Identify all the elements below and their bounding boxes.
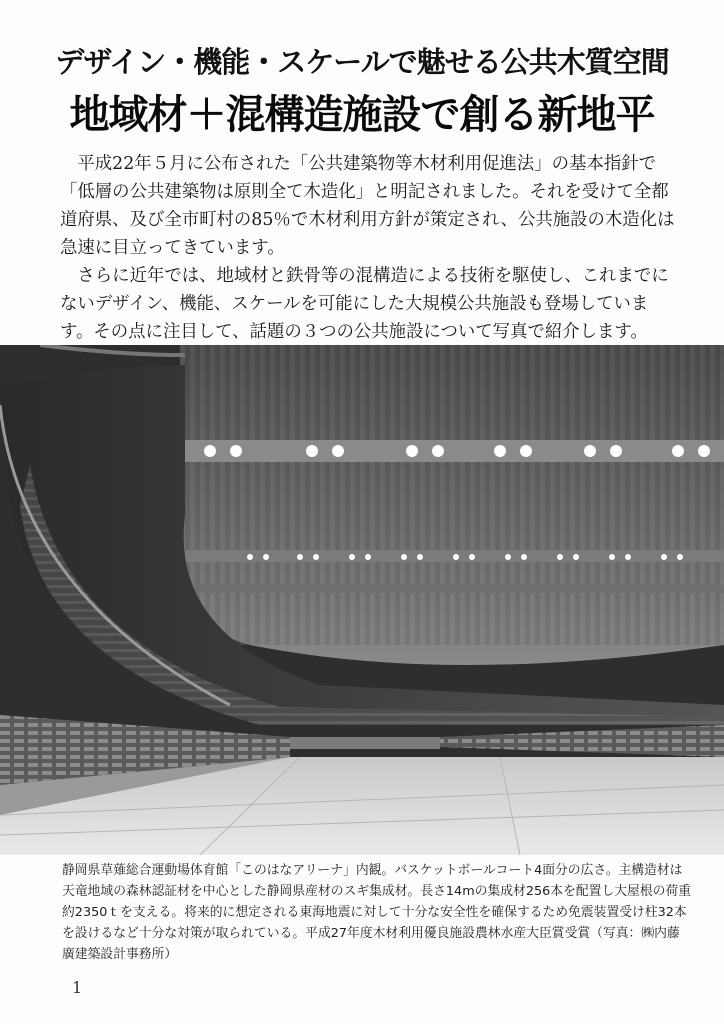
photo-caption: 静岡県草薙総合運動場体育館「このはなアリーナ」内観。バスケットボールコート4面分の広さ。主構造材は天竜地域の森林認証材を中心とした静岡県産材のスギ集成材。長さ14mの集成材256本を配置し大屋根の荷重約2350ｔを支える。将来的に想定される東海地震に対して十分な安全性を確保するため免震装置受け柱32本を設けるなど十分な対策が取られている。平成27年度木材利用優良施設農林水産大臣賞受賞（写真：㈱内藤廣建築設計事務所） [62,863,692,962]
intro-paragraph-1: 平成22年５月に公布された「公共建築物等木材利用促進法」の基本指針で「低層の公共建築物は原則全て木造化」と明記されました。それを受けて全都道府県、及び全市町村の85％で木材利用方針が策定され、公共施設の木造化は急速に目立ってきています。 [60,154,675,258]
article-title: 地域材＋混構造施設で創る新地平 [69,92,655,138]
arena-interior-photo [0,345,724,855]
intro-text [60,150,675,346]
article-subtitle: デザイン・機能・スケールで魅せる公共木質空間 [55,45,669,79]
page-number: 1 [72,978,83,997]
intro-paragraph-2: さらに近年では、地域材と鉄骨等の混構造による技術を駆使し、これまでにないデザイン、機能、スケールを可能にした大規模公共施設も登場しています。その点に注目して、話題の３つの公共施設について写真で紹介します。 [60,266,669,342]
